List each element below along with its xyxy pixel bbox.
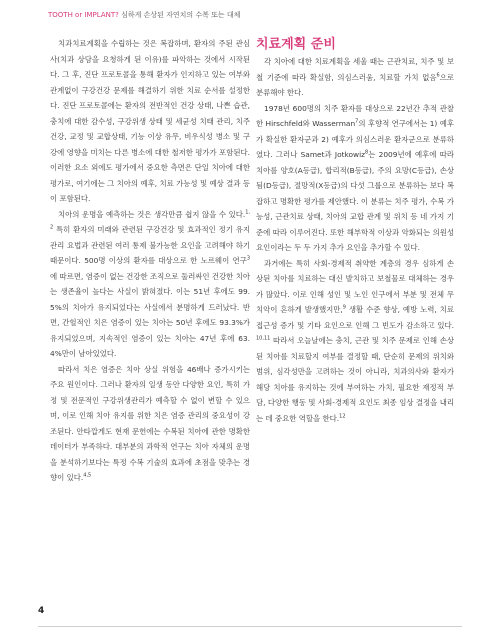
running-header-title: TOOTH or IMPLANT? — [48, 11, 119, 19]
section-heading: 치료계획 준비 — [256, 37, 336, 52]
right-column — [256, 36, 454, 426]
running-header-subtitle: 심하게 손상된 자연치의 수복 또는 대체 — [118, 11, 241, 19]
paragraph: 과거에는 특히 사회-경제적 취약한 계층의 경우 심하게 손상된 치아를 치료하는 대신 발치하고 보철물로 대체하는 경우가 많았다. 이로 인해 성인 및 노인 인구에서 부분 및 전체 무치악이 흔하게 발생했지만,$^9$ 생활 수준 향상, 예방 노력, 치료 접근성 증가 및 기타 요인으로 인해 그 빈도가 감소하고 있다.$^{10,11}$ 따라서 오늘날에는 충치, 근관 및 치주 문제로 인해 손상된 치아를 치료할지 여부를 결정할 때, 단순히 문제의 위치와 범위, 심각성만을 고려하는 것이 아니라, 치과의사와 환자가 해당 치아를 유지하는 것에 부여하는 가치, 필요한 재정적 부담, 다양한 행동 및 사회-경제적 요인도 최종 임상 결정을 내리는 데 중요한 역할을 한다.$^{12}$ — [256, 258, 454, 423]
citation: 4,5 — [83, 472, 92, 479]
page-number: 4 — [38, 606, 45, 616]
paragraph: 치아의 운명을 예측하는 것은 생각만큼 쉽지 않을 수 있다.$^{1,2}$ 특히 환자의 미래와 관련된 구강건강 및 효과적인 정기 유지관리 요법과 관련된 여러 통제 불가능한 요인을 고려해야 하기 때문이다. 500명 이상의 환자를 대상으로 한 노르웨이 연구$^3$에 따르면, 염증이 없는 건강한 조직으로 둘러싸인 건강한 치아는 생존율이 높다는 사실이 밝혀졌다. 이는 51년 후에도 99.5%의 치아가 유지되었다는 사실에서 분명하게 드러났다. 반면, 간헐적인 치은 염증이 있는 치아는 50년 후에도 93.3%가 유지되었으며, 지속적인 염증이 있는 치아는 47년 후에 63.4%만이 남아있었다. — [50, 209, 250, 358]
running-header — [48, 10, 240, 20]
paragraph: 따라서 치은 염증은 치아 상실 위험을 46배나 증가시키는 주요 원인이다. 그러나 환자의 일생 동안 다양한 요인, 특히 가정 및 전문적인 구강위생관리가 예측할 수 없이 변할 수 있으며, 이로 인해 치아 유지를 위한 치은 염증 관리의 중요성이 강조된다. 안타깝게도 현재 문헌에는 수복된 치아에 관한 명확한 데이터가 부족하다. 대부분의 과학적 연구는 치아 자체의 운명을 분석하기보다는 특정 수복 기술의 효과에 초점을 맞추는 경향이 있다.$^{4,5}$ — [50, 364, 250, 482]
footer-divider — [38, 626, 462, 627]
citation: 8 — [365, 149, 369, 156]
citation: 6 — [436, 72, 440, 79]
paragraph: 치과치료계획을 수립하는 것은 복잡하며, 환자의 주된 관심사(치과 상담을 요청하게 된 이유)를 파악하는 것에서 시작된다. 그 후, 진단 프로토콜을 통해 환자가 인지하고 있는 여부와 관계없이 구강건강 문제를 해결하기 위한 치료 순서를 설정한다. 진단 프로토콜에는 환자의 전반적인 건강 상태, 나쁜 습관, 충치에 대한 감수성, 구강위생 상태 및 세균성 치태 관리, 치주 건강, 교정 및 교합상태, 기능 이상 유무, 비우식성 병소 및 구강에 영향을 미치는 다른 병소에 대한 철저한 평가가 포함된다. 이러한 요소 외에도 평가에서 중요한 측면은 단일 치아에 대한 평가로, 여기에는 그 치아의 예후, 치료 가능성 및 예상 결과 등이 포함된다. — [50, 39, 250, 203]
citation: 1,2 — [50, 209, 250, 231]
paragraph: 각 치아에 대한 치료계획을 세울 때는 근관치료, 치주 및 보철 기준에 따라 확실함, 의심스러움, 치료할 가치 없음$^6$으로 분류해야 한다. — [256, 57, 454, 97]
citation: 7 — [355, 118, 359, 125]
citation: 10,11 — [256, 335, 271, 342]
citation: 3 — [246, 255, 250, 262]
citation: 12 — [339, 413, 346, 420]
paragraph: 1978년 600명의 치주 환자를 대상으로 22년간 추적 관찰한 Hirschfeld와 Wasserman$^7$의 후향적 연구에서는 1) 예후가 확실한 환자군과 2) 예후가 의심스러운 환자군으로 분류하였다. 그러나 Samet과 Jotkowiz$^8$는 2009년에 예후에 따라 치아를 양호(A등급), 합리적(B등급), 주의 요망(C등급), 손상됨(D등급), 절망적(X등급)의 다섯 그룹으로 분류하는 보다 복잡하고 명확한 평가를 제안했다. 이 분류는 치주 평가, 수복 가능성, 근관치료 상태, 치아의 교합 관계 및 위치 등 네 가지 기준에 따라 이루어진다. 또한 해부학적 이상과 악화되는 의원성 요인이라는 두 두 가지 추가 요인을 추가할 수 있다. — [256, 103, 454, 252]
citation: 9 — [342, 304, 346, 311]
left-column — [50, 36, 250, 486]
